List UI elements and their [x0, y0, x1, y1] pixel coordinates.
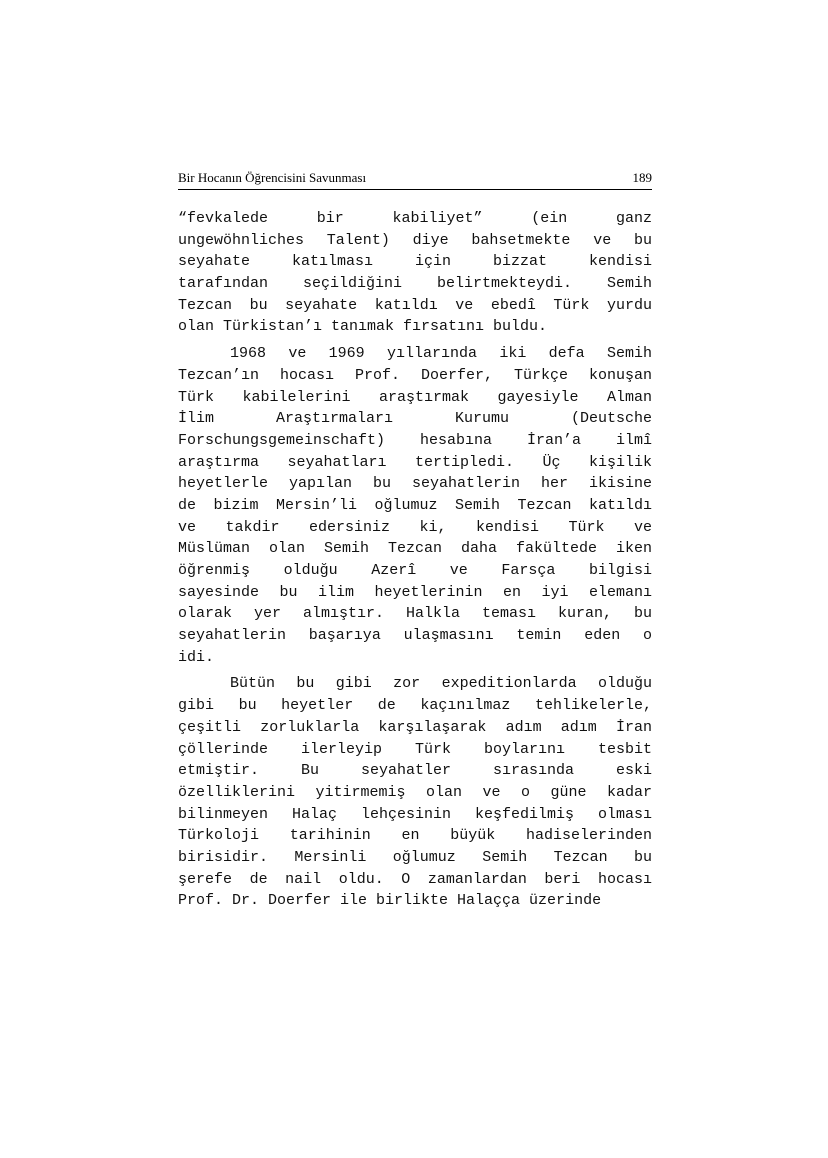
text-line: 1968 ve 1969 yıllarında iki defa Semih — [230, 345, 652, 363]
text-line: öğrenmiş olduğu Azerî ve Farsça bilgisi — [178, 562, 652, 579]
text-line: bilinmeyen Halaç lehçesinin keşfedilmiş olması — [178, 805, 652, 823]
text-line: birisidir. Mersinli oğlumuz Semih Tezcan bu — [178, 848, 652, 866]
paragraph — [178, 673, 652, 912]
page-number: 189 — [632, 170, 652, 185]
text-line: ve takdir edersiniz ki, kendisi Türk ve — [178, 518, 652, 536]
body-text — [178, 208, 652, 912]
text-line: sayesinde bu ilim heyetlerinin en iyi elemanı — [178, 583, 652, 601]
text-line: ungewöhnliches Talent) diye bahsetmekte ve bu — [178, 231, 652, 249]
text-line: olarak yer almıştır. Halkla teması kuran, bu — [178, 605, 652, 623]
text-line: çeşitli zorluklarla karşılaşarak adım adım İran — [178, 718, 652, 736]
text-line: heyetlerle yapılan bu seyahatlerin her ikisine — [178, 475, 652, 493]
text-line: Türk kabilelerini araştırmak gayesiyle Alman — [178, 388, 652, 406]
text-line: Tezcan bu seyahate katıldı ve ebedî Türk yurdu — [178, 296, 652, 314]
text-line: Türkoloji tarihinin en büyük hadiselerinden — [178, 827, 652, 845]
text-line: Bütün bu gibi zor expeditionlarda olduğu — [230, 675, 652, 693]
text-line: Prof. Dr. Doerfer ile birlikte Halaçça üzerinde — [178, 892, 602, 910]
paragraph — [178, 208, 652, 338]
text-line: Müslüman olan Semih Tezcan daha fakültede iken — [178, 540, 652, 558]
text-line: özelliklerini yitirmemiş olan ve o güne kadar — [178, 783, 652, 801]
text-line: Forschungsgemeinschaft) hesabına İran’a ilmî — [178, 431, 652, 449]
text-line: gibi bu heyetler de kaçınılmaz tehlikelerle, — [178, 697, 652, 715]
text-line: de bizim Mersin’li oğlumuz Semih Tezcan katıldı — [178, 496, 652, 514]
text-line: olan Türkistan’ı tanımak fırsatını buldu. — [178, 318, 548, 336]
text-line: etmiştir. Bu seyahatler sırasında eski — [178, 762, 652, 780]
text-line: İlim Araştırmaları Kurumu (Deutsche — [178, 410, 652, 428]
text-line: tarafından seçildiğini belirtmekteydi. Semih — [178, 275, 652, 293]
text-line: seyahate katılması için bizzat kendisi — [178, 253, 652, 271]
text-line: araştırma seyahatları tertipledi. Üç kişilik — [178, 453, 652, 471]
text-line: çöllerinde ilerleyip Türk boylarını tesbit — [178, 740, 652, 758]
running-header — [178, 170, 652, 190]
text-line: “fevkalede bir kabiliyet” (ein ganz — [178, 210, 652, 227]
paragraph — [178, 343, 652, 668]
text-line: seyahatlerin başarıya ulaşmasını temin eden o — [178, 627, 652, 645]
text-line: şerefe de nail oldu. O zamanlardan beri hocası — [178, 870, 652, 888]
text-line: Tezcan’ın hocası Prof. Doerfer, Türkçe konuşan — [178, 366, 652, 384]
running-header-title: Bir Hocanın Öğrencisini Savunması — [178, 170, 367, 185]
text-line: idi. — [178, 648, 215, 666]
